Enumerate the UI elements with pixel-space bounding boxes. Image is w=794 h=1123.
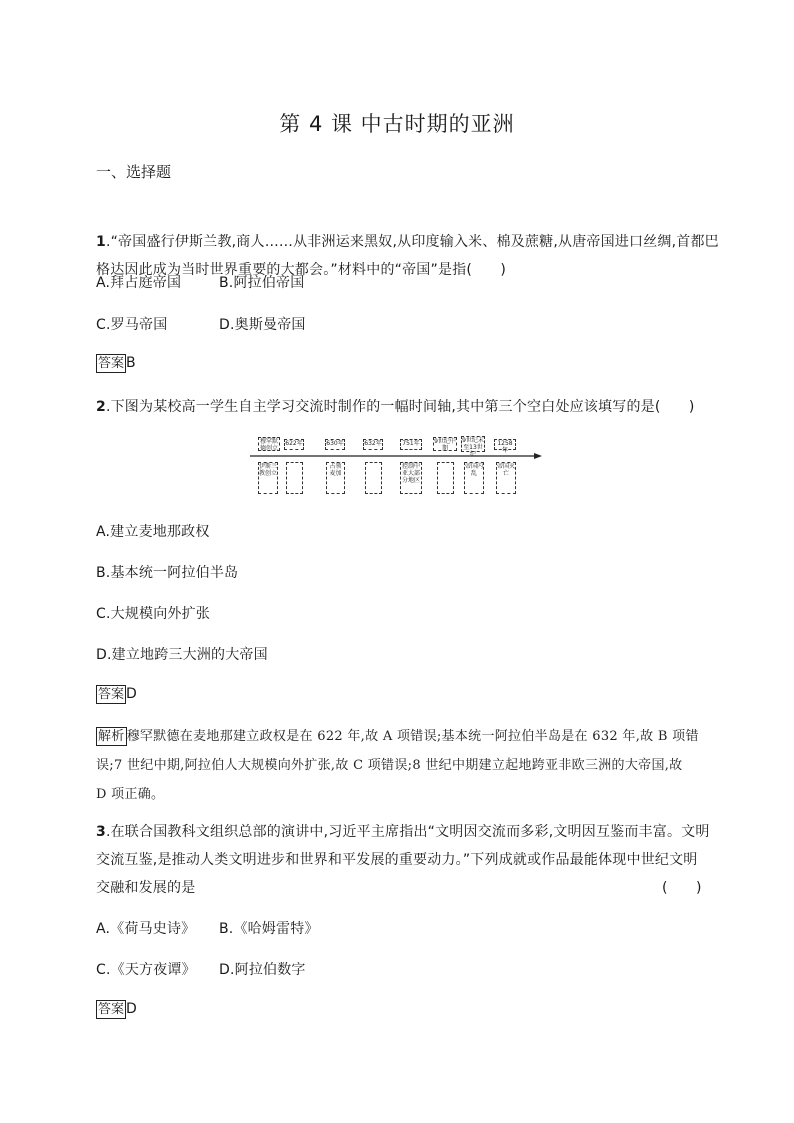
q1-answer-value: B	[126, 355, 136, 371]
q2-explanation-text1: 穆罕默德在麦地那建立政权是在 622 年,故 A 项错误;基本统一阿拉伯半岛是在 632 年,故 B 项错	[126, 729, 699, 744]
timeline-top-1: 穆罕默德创立	[259, 438, 278, 452]
q2-explanation-line3: D 项正确。	[96, 787, 165, 802]
q3-stem-line3: 交融和发展的是	[96, 880, 196, 896]
q1-option-b: B.阿拉伯帝国	[219, 275, 305, 291]
q1-number: 1	[96, 234, 106, 250]
q3-stem-line2: 交流互鉴,是推动人类文明进步和世界和平发展的重要动力。”下列成就或作品最能体现中世纪文明	[96, 852, 698, 868]
q1-option-c: C.罗马帝国	[96, 317, 168, 333]
q1-stem-text1: .“帝国盛行伊斯兰教,商人……从非洲运来黑奴,从印度输入米、棉及蔗糖,从唐帝国进口丝绸,首都巴	[105, 234, 719, 250]
q2-answer	[96, 685, 137, 704]
timeline-top-6: 9世纪中期	[434, 438, 456, 452]
q2-stem-line1	[96, 396, 695, 416]
timeline-top-4: 632年	[363, 439, 383, 450]
q1-stem-line2: 格达因此成为当时世界重要的大都会。”材料中的“帝国”是指( )	[96, 262, 507, 278]
q3-option-b: B.《哈姆雷特》	[219, 921, 319, 937]
timeline-bottom-3: 占领麦加	[326, 462, 345, 494]
timeline-figure	[248, 434, 548, 498]
timeline-bottom-1: 伊斯兰教创立	[258, 462, 278, 494]
timeline-top-2: 622年	[284, 439, 304, 450]
q1-answer	[96, 354, 136, 373]
page-title: 第 4 课 中古时期的亚洲	[279, 112, 515, 136]
q2-number: 2	[96, 399, 106, 415]
q2-explanation-line2: 误;7 世纪中期,阿拉伯人大规模向外扩张,故 C 项错误;8 世纪中期建立起地跨亚非欧三洲的大帝国,故	[96, 758, 683, 773]
timeline-blank-3	[437, 462, 454, 494]
timeline-blank-2	[365, 462, 382, 494]
q3-stem-line1	[96, 821, 710, 841]
q2-stem-text1: .下图为某校高一学生自主学习交流时制作的一幅时间轴,其中第三个空白处应该填写的是( )	[105, 399, 695, 415]
answer-label-box: 答案	[98, 356, 125, 371]
q3-number: 3	[96, 824, 106, 840]
q1-stem-line1	[96, 231, 719, 251]
q2-option-c: C.大规模向外扩张	[96, 606, 211, 622]
q2-option-b: B.基本统一阿拉伯半岛	[96, 565, 239, 581]
explanation-label-box: 解析	[98, 729, 125, 744]
q3-option-a: A.《荷马史诗》	[96, 921, 196, 937]
timeline-bottom-8: 帝国灭亡	[496, 462, 516, 494]
q1-option-a: A.拜占庭帝国	[96, 275, 182, 291]
q2-explanation-line1	[96, 725, 699, 746]
q2-answer-value: D	[126, 686, 137, 702]
answer-label-box: 答案	[98, 687, 125, 702]
q3-answer-value: D	[126, 1001, 137, 1017]
q1-option-d: D.奥斯曼帝国	[219, 317, 306, 333]
timeline-top-5: 751年	[400, 439, 422, 450]
timeline-top-7: 9世纪末至13世纪	[462, 437, 484, 458]
q3-answer	[96, 1000, 137, 1019]
q3-answer-paren: ( )	[662, 880, 702, 896]
answer-label-box: 答案	[98, 1002, 125, 1017]
timeline-bottom-5: 控制中亚大部分地区	[400, 462, 422, 494]
timeline-bottom-7: 帝国内乱	[464, 462, 484, 494]
timeline-blank-1	[286, 462, 303, 494]
q3-option-c: C.《天方夜谭》	[96, 962, 196, 978]
q3-option-d: D.阿拉伯数字	[219, 962, 306, 978]
timeline-top-8: 1258年	[494, 439, 516, 450]
timeline-top-3: 630年	[325, 439, 345, 450]
q3-stem-text1: .在联合国教科文组织总部的演讲中,习近平主席指出“文明因交流而多彩,文明因互鉴而丰富。文明	[105, 824, 710, 840]
q2-option-a: A.建立麦地那政权	[96, 524, 210, 540]
section-heading: 一、选择题	[96, 163, 172, 181]
q2-option-d: D.建立地跨三大洲的大帝国	[96, 647, 268, 663]
